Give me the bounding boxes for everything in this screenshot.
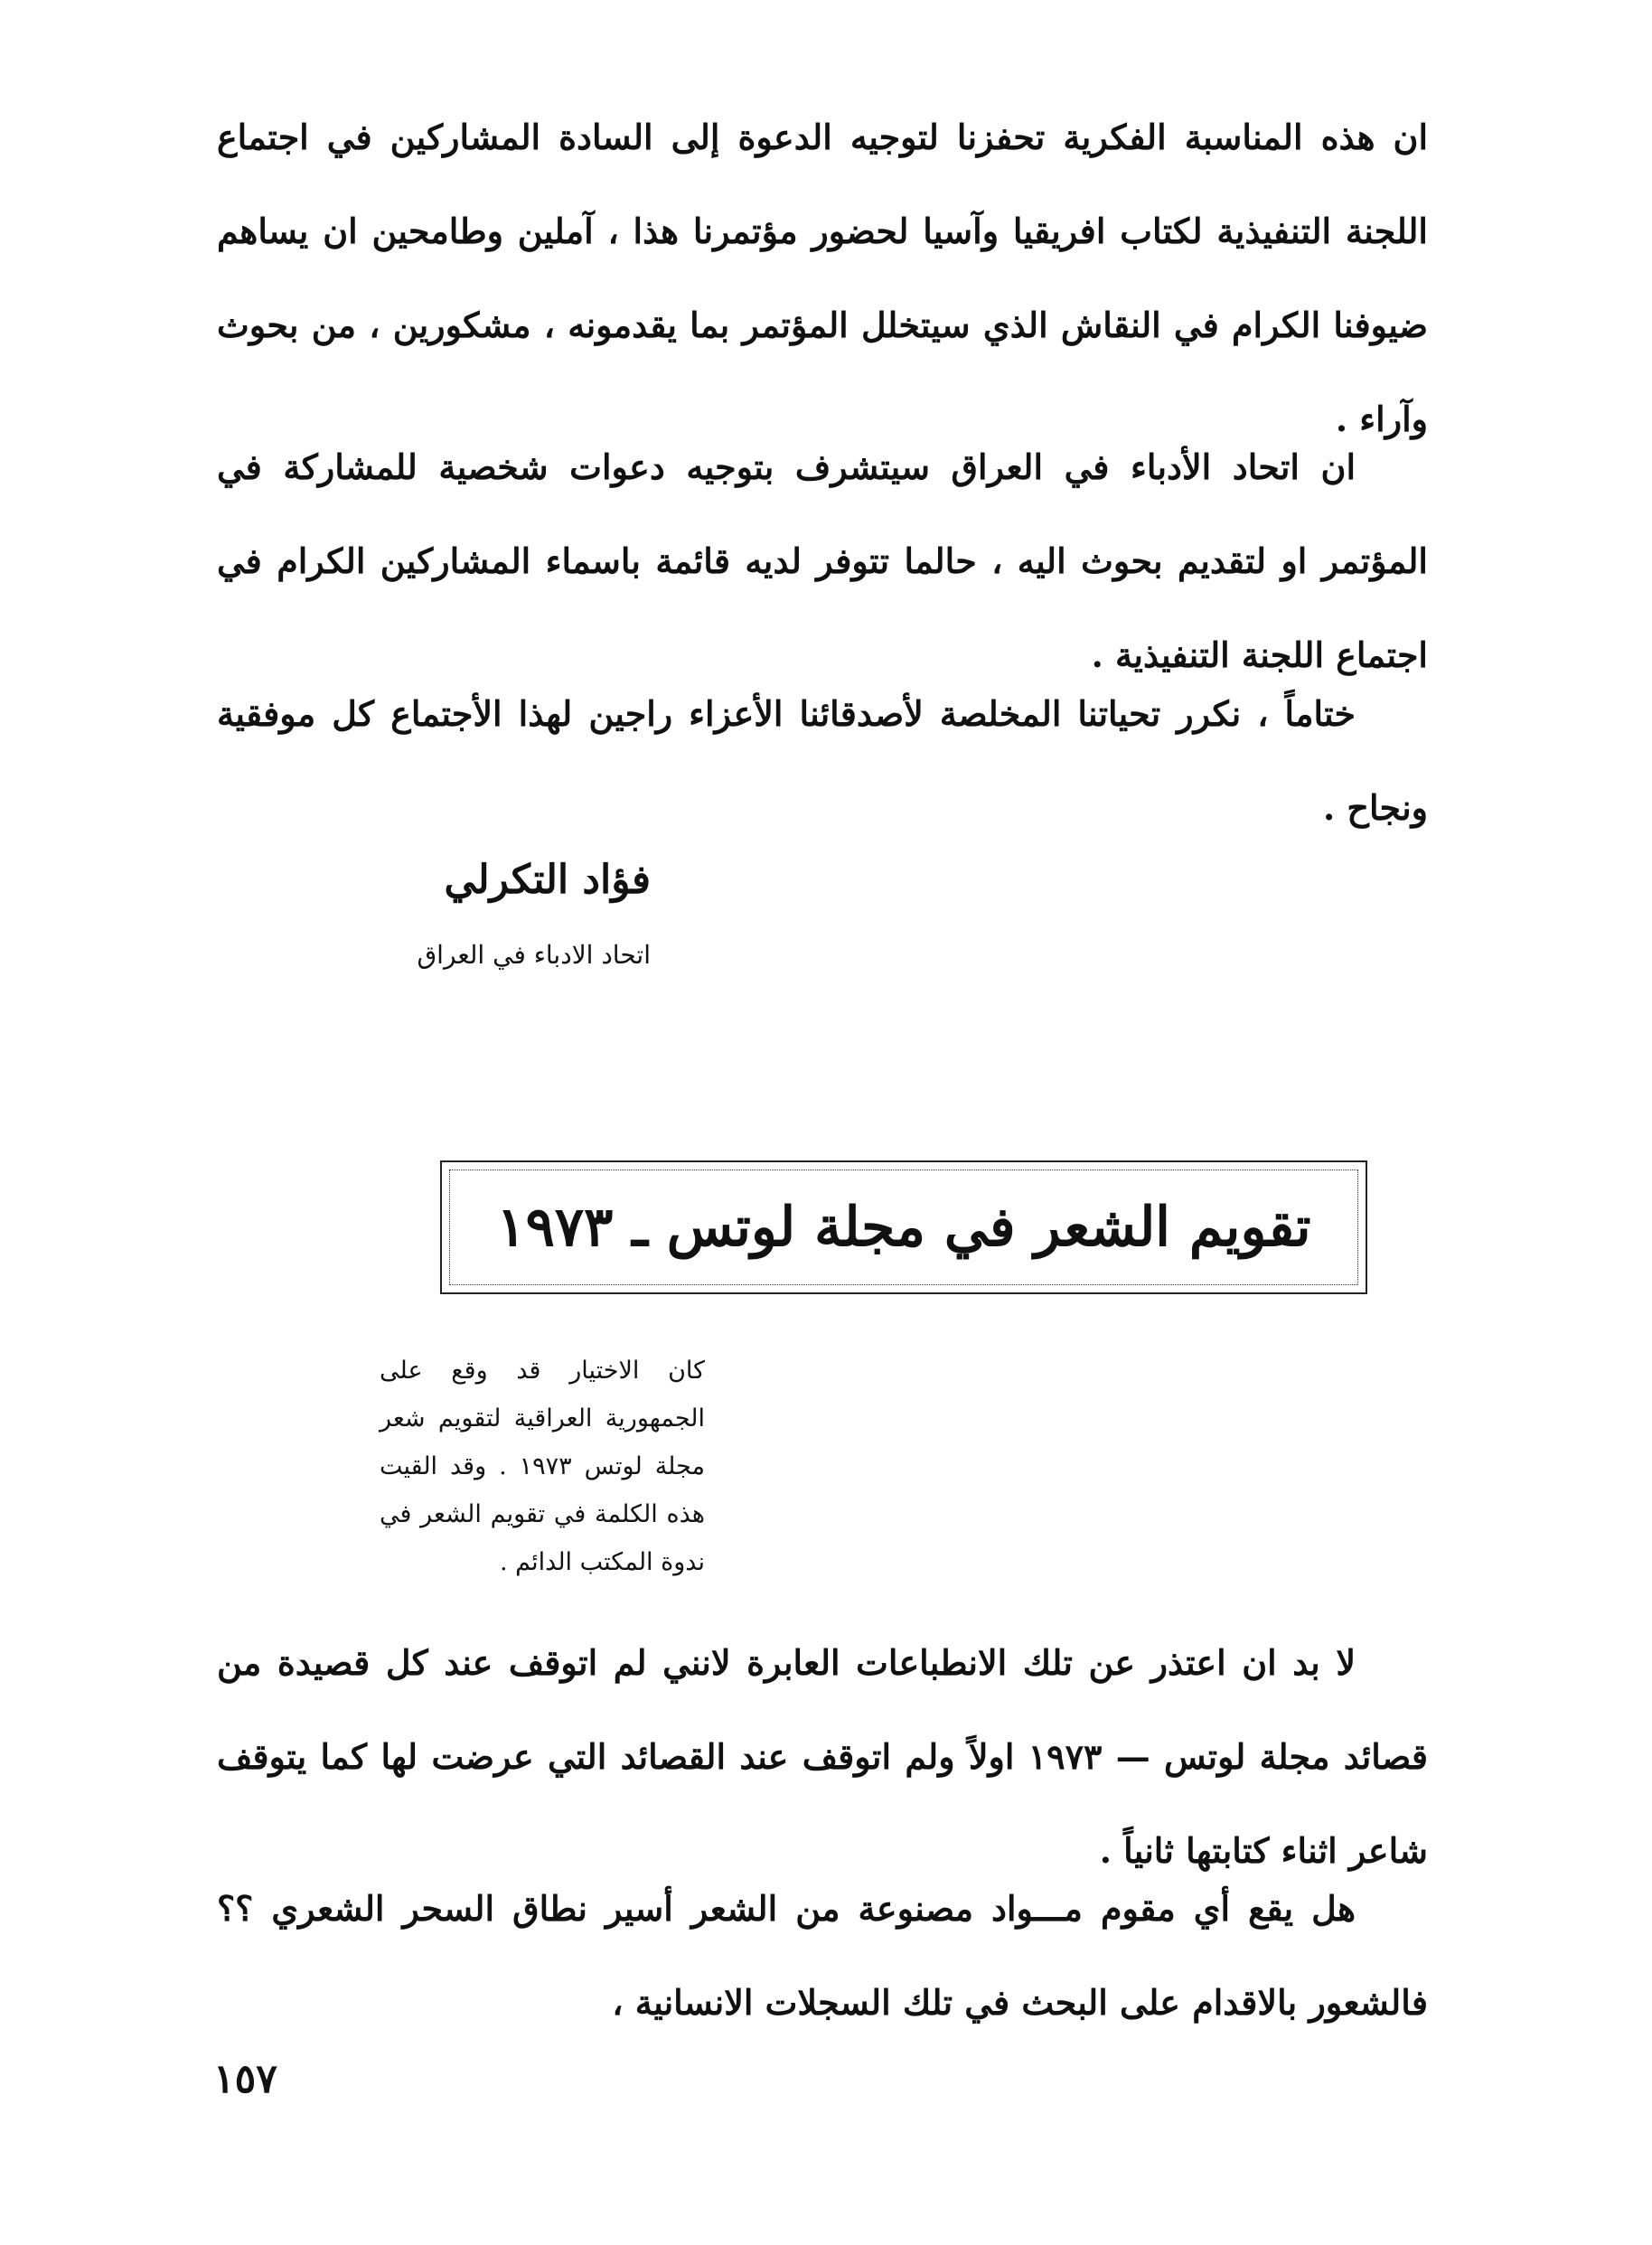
signature-organization: اتحاد الادباء في العراق (417, 940, 651, 970)
section-title-box (440, 1160, 1367, 1294)
section-note: كان الاختيار قد وقع على الجمهورية العراقية لتقويم شعر مجلة لوتس ١٩٧٣ . وقد القيت هذه الكلمة في تقويم الشعر في ندوة المكتب الدائم . (380, 1357, 705, 1576)
body-paragraph: ان هذه المناسبة الفكرية تحفزنا لتوجيه الدعوة إلى السادة المشاركين في اجتماع اللجنة التنفيذية لكتاب افريقيا وآسيا لحضور مؤتمرنا هذا ، آملين وطامحين ان يساهم ضيوفنا الكرام في النقاش الذي سيتخلل المؤتمر بما يقدمونه ، مشكورين ، من بحوث وآراء . (217, 117, 1428, 439)
body-paragraph: لا بد ان اعتذر عن تلك الانطباعات العابرة لانني لم اتوقف عند كل قصيدة من قصائد مجلة لوتس — ١٩٧٣ اولاً ولم اتوقف عند القصائد التي عرضت لها كما يتوقف شاعر اثناء كتابتها ثانياً . (217, 1642, 1428, 1871)
body-paragraph: هل يقع أي مقوم مـــواد مصنوعة من الشعر أسير نطاق السحر الشعري ؟؟ فالشعور بالاقدام على البحث في تلك السجلات الانسانية ، (217, 1888, 1428, 2023)
body-paragraph: ختاماً ، نكرر تحياتنا المخلصة لأصدقائنا الأعزاء راجين لهذا الأجتماع كل موفقية ونجاح . (217, 693, 1428, 828)
signature-name: فؤاد التكرلي (444, 857, 651, 903)
body-paragraph: ان اتحاد الأدباء في العراق سيتشرف بتوجيه دعوات شخصية للمشاركة في المؤتمر او لتقديم بحوث اليه ، حالما تتوفر لديه قائمة باسماء المشاركين الكرام في اجتماع اللجنة التنفيذية . (217, 446, 1428, 675)
section-title: تقويم الشعر في مجلة لوتس ـ ١٩٧٣ (496, 1196, 1311, 1259)
page-number: ١٥٧ (213, 2056, 277, 2102)
